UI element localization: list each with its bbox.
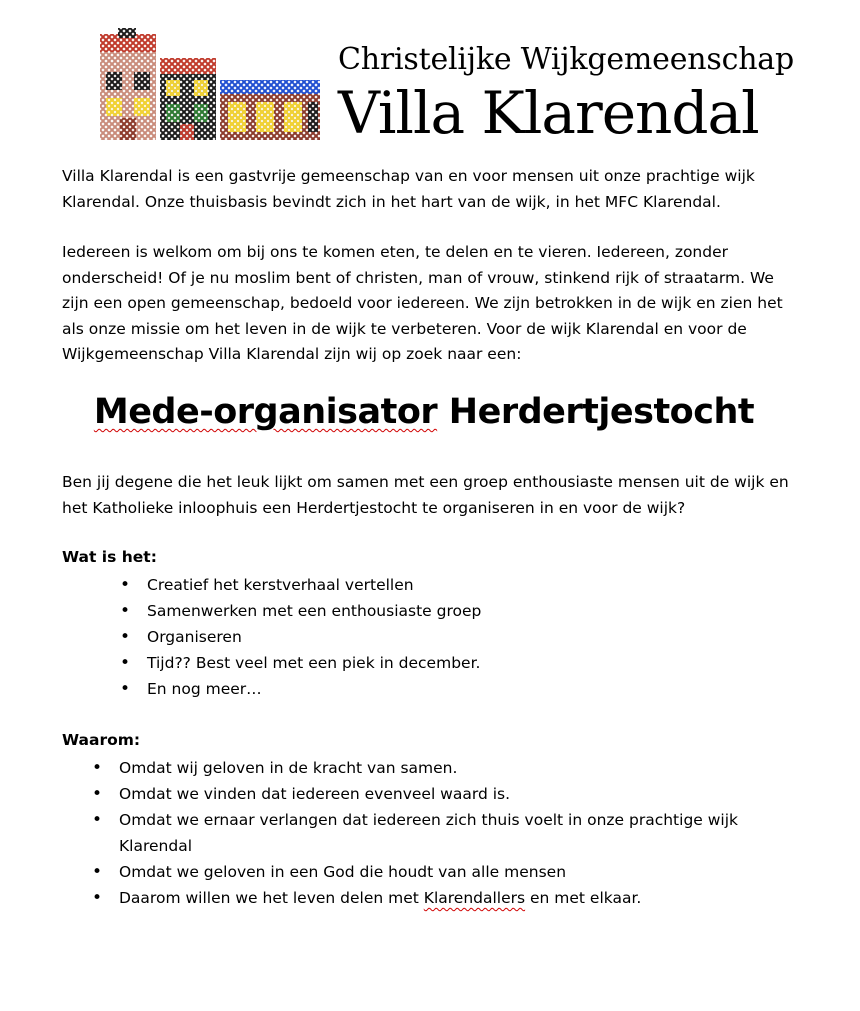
- org-name-line2: Villa Klarendal: [338, 79, 759, 147]
- list-item: • Samenwerken met een enthousiaste groep: [147, 598, 747, 624]
- list-item: • Omdat we geloven in een God die houdt van alle mensen: [119, 859, 779, 885]
- list-item: • Omdat wij geloven in de kracht van samen.: [119, 755, 779, 781]
- what-list: [147, 572, 747, 702]
- vacancy-title: [0, 392, 848, 432]
- list-item: • En nog meer…: [147, 676, 747, 702]
- list-item-last: [119, 885, 779, 911]
- spellcheck-word[interactable]: Mede-organisator: [93, 392, 438, 432]
- what-label: Wat is het:: [62, 548, 157, 566]
- list-item: • Creatief het kerstverhaal vertellen: [147, 572, 747, 598]
- org-name-line1: Christelijke Wijkgemeenschap: [338, 42, 795, 77]
- why-label: Waarom:: [62, 731, 141, 749]
- list-item: • Organiseren: [147, 624, 747, 650]
- vacancy-title-rest: Herdertjestocht: [437, 392, 755, 432]
- list-item-text: en met elkaar.: [525, 889, 642, 907]
- vacancy-question: Ben jij degene die het leuk lijkt om samen met een groep enthousiaste mensen uit de wijk en het Katholieke inloophuis een Herdertjestocht te organiseren in en voor de wijk?: [62, 473, 789, 517]
- list-item: • Omdat we vinden dat iedereen evenveel waard is.: [119, 781, 779, 807]
- intro-paragraph-1: Villa Klarendal is een gastvrije gemeenschap van en voor mensen uit onze prachtige wijk Klarendal. Onze thuisbasis bevindt zich in het hart van de wijk, in het MFC Klarendal.: [62, 167, 755, 211]
- cross-stitch-houses-logo: [94, 28, 324, 142]
- spellcheck-word[interactable]: Klarendallers: [423, 889, 526, 907]
- why-list: [119, 755, 779, 911]
- intro-paragraph-2: Iedereen is welkom om bij ons te komen eten, te delen en te vieren. Iedereen, zonder onderscheid! Of je nu moslim bent of christen, man of vrouw, stinkend rijk of straatarm. We zijn een open gemeenschap, bedoeld voor iedereen. We zijn betrokken in de wijk en zien het als onze missie om het leven in de wijk te verbeteren. Voor de wijk Klarendal en voor de Wijkgemeenschap Villa Klarendal zijn wij op zoek naar een:: [62, 243, 783, 364]
- header: [94, 28, 795, 147]
- list-item: • Tijd?? Best veel met een piek in december.: [147, 650, 747, 676]
- list-item: • Omdat we ernaar verlangen dat iedereen zich thuis voelt in onze prachtige wijk Klarendal: [119, 807, 779, 859]
- list-item-text: Daarom willen we het leven delen met: [119, 889, 424, 907]
